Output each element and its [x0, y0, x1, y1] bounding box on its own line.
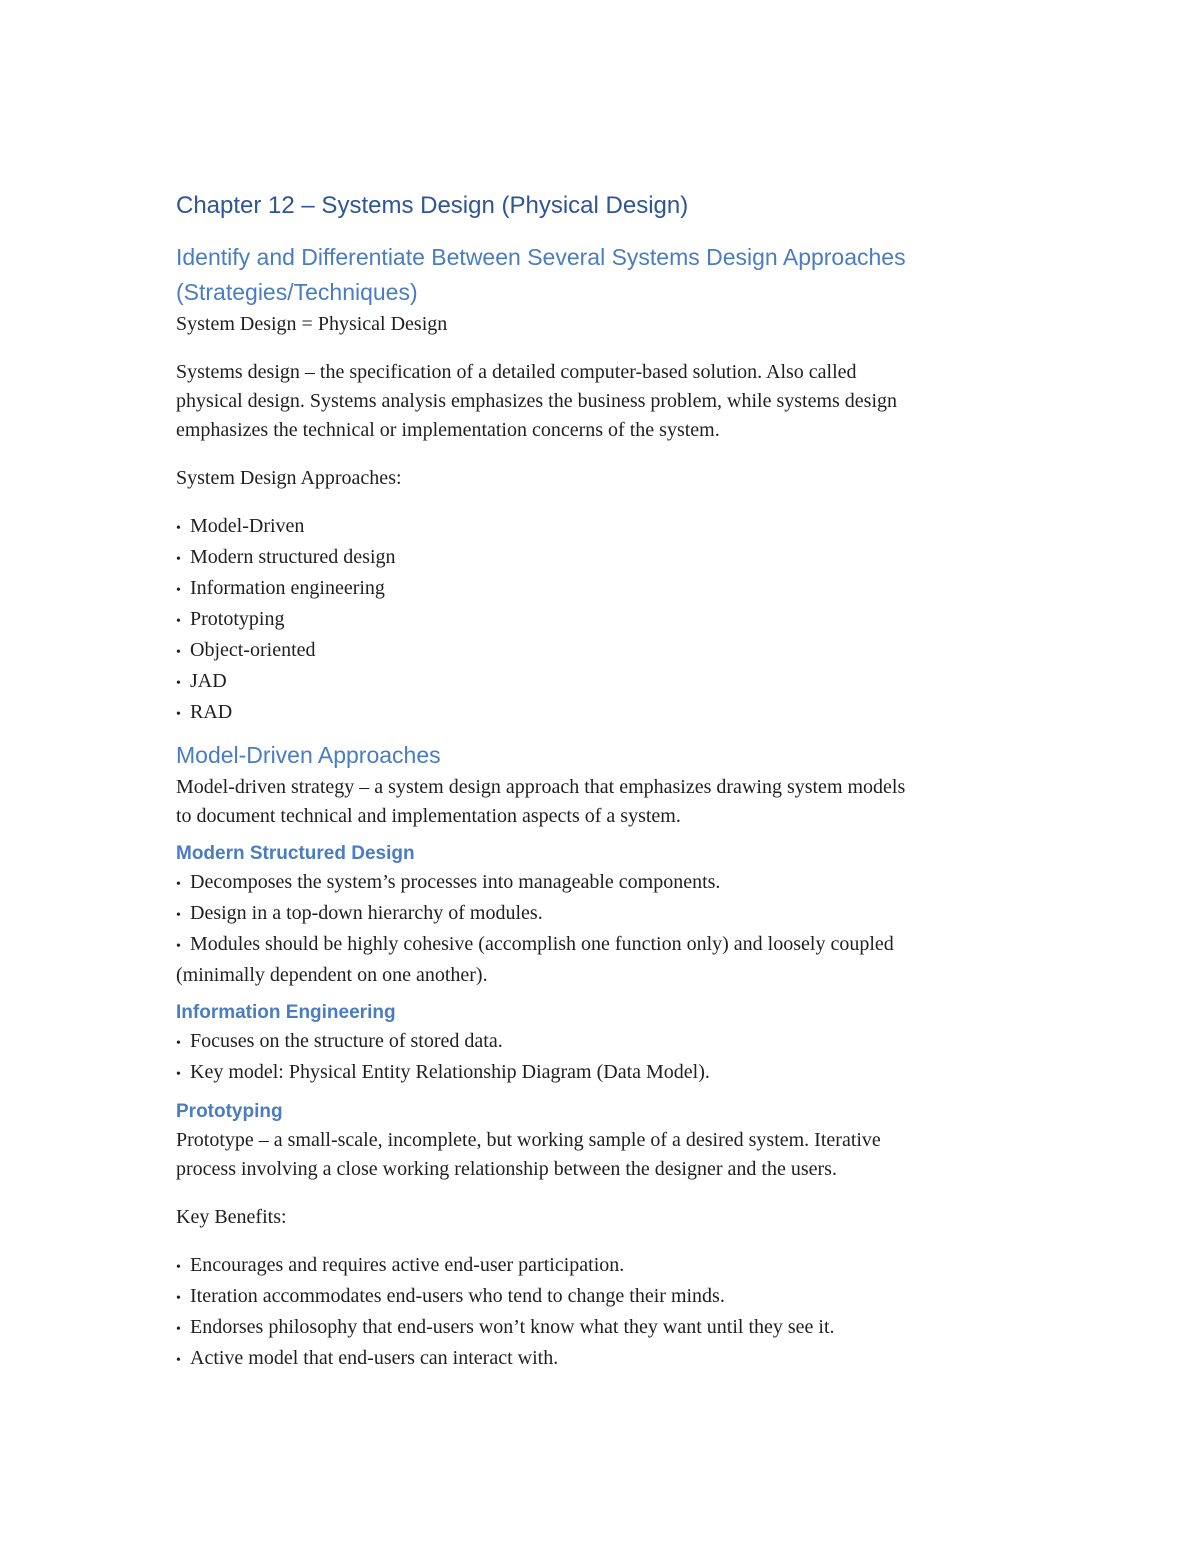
list-item-text: Model-Driven — [190, 515, 305, 537]
list-item — [176, 1251, 1036, 1282]
bullet-icon: • — [176, 1067, 181, 1082]
bullet-icon: • — [176, 908, 181, 923]
list-item — [176, 1058, 1036, 1089]
list-item — [176, 543, 1036, 574]
list-item — [176, 1027, 1036, 1058]
bullet-icon: • — [176, 939, 181, 954]
approaches-list — [176, 512, 1036, 729]
bullet-icon: • — [176, 1353, 181, 1368]
bullet-icon: • — [176, 1291, 181, 1306]
bullet-icon: • — [176, 1322, 181, 1337]
list-item-text: RAD — [190, 701, 233, 723]
subheading-modern-structured-design: Modern Structured Design — [176, 843, 415, 864]
list-item — [176, 636, 1036, 667]
list-item — [176, 605, 1036, 636]
list-item — [176, 1313, 1036, 1344]
list-item — [176, 899, 1036, 930]
list-item — [176, 667, 1036, 698]
bullet-icon: • — [176, 1036, 181, 1051]
bullet-icon: • — [176, 877, 181, 892]
definition-line: physical design. Systems analysis emphasizes the business problem, while systems design — [176, 390, 898, 412]
list-item — [176, 868, 1036, 899]
list-item-text: Prototyping — [190, 608, 285, 630]
information-engineering-list — [176, 1027, 1036, 1089]
bullet-icon: • — [176, 521, 181, 536]
list-item-text: Information engineering — [190, 577, 385, 599]
list-item — [176, 574, 1036, 605]
equation-text: System Design = Physical Design — [176, 313, 448, 335]
benefits-label: Key Benefits: — [176, 1206, 287, 1228]
list-item — [176, 512, 1036, 543]
definition-line: emphasizes the technical or implementation concerns of the system. — [176, 419, 720, 441]
subheading-prototyping: Prototyping — [176, 1101, 283, 1122]
list-item — [176, 698, 1036, 729]
bullet-icon: • — [176, 707, 181, 722]
section-heading-approaches — [176, 240, 1036, 310]
list-item-text: Object-oriented — [190, 639, 316, 661]
chapter-title: Chapter 12 – Systems Design (Physical Design) — [176, 192, 689, 219]
systems-design-definition — [176, 358, 1036, 445]
list-continuation: (minimally dependent on one another). — [176, 964, 488, 986]
section-heading-line1: Identify and Differentiate Between Several Systems Design Approaches — [176, 244, 906, 270]
bullet-icon: • — [176, 676, 181, 691]
list-item-text: JAD — [190, 670, 227, 692]
prototype-definition — [176, 1126, 1036, 1184]
list-item-text: Iteration accommodates end-users who tend to change their minds. — [190, 1285, 725, 1307]
section-heading-line2: (Strategies/Techniques) — [176, 279, 418, 305]
list-item-text: Active model that end-users can interact with. — [190, 1347, 559, 1369]
bullet-icon: • — [176, 614, 181, 629]
definition-line: Systems design – the specification of a detailed computer-based solution. Also called — [176, 361, 857, 383]
list-item-text: Encourages and requires active end-user participation. — [190, 1254, 625, 1276]
list-item — [176, 1344, 1036, 1375]
benefits-list — [176, 1251, 1036, 1375]
bullet-icon: • — [176, 1260, 181, 1275]
bullet-icon: • — [176, 583, 181, 598]
list-item-text: Key model: Physical Entity Relationship Diagram (Data Model). — [190, 1061, 710, 1083]
list-item-text: Modules should be highly cohesive (accomplish one function only) and loosely coupled — [190, 933, 894, 955]
list-item-text: Design in a top-down hierarchy of modules. — [190, 902, 543, 924]
bullet-icon: • — [176, 645, 181, 660]
definition-line: Model-driven strategy – a system design approach that emphasizes drawing system models — [176, 776, 906, 798]
list-item — [176, 1282, 1036, 1313]
approaches-label: System Design Approaches: — [176, 467, 402, 489]
subheading-information-engineering: Information Engineering — [176, 1002, 396, 1023]
modern-structured-list — [176, 868, 1036, 961]
definition-line: Prototype – a small-scale, incomplete, but working sample of a desired system. Iterative — [176, 1129, 881, 1151]
list-item-text: Focuses on the structure of stored data. — [190, 1030, 503, 1052]
list-item-text: Modern structured design — [190, 546, 396, 568]
list-item — [176, 930, 1036, 961]
definition-line: to document technical and implementation aspects of a system. — [176, 805, 681, 827]
document-content — [176, 188, 1036, 1375]
list-item-text: Endorses philosophy that end-users won’t know what they want until they see it. — [190, 1316, 835, 1338]
list-item-text: Decomposes the system’s processes into manageable components. — [190, 871, 721, 893]
model-driven-definition — [176, 773, 1036, 831]
bullet-icon: • — [176, 552, 181, 567]
definition-line: process involving a close working relationship between the designer and the users. — [176, 1158, 837, 1180]
section-heading-model-driven: Model-Driven Approaches — [176, 742, 441, 768]
